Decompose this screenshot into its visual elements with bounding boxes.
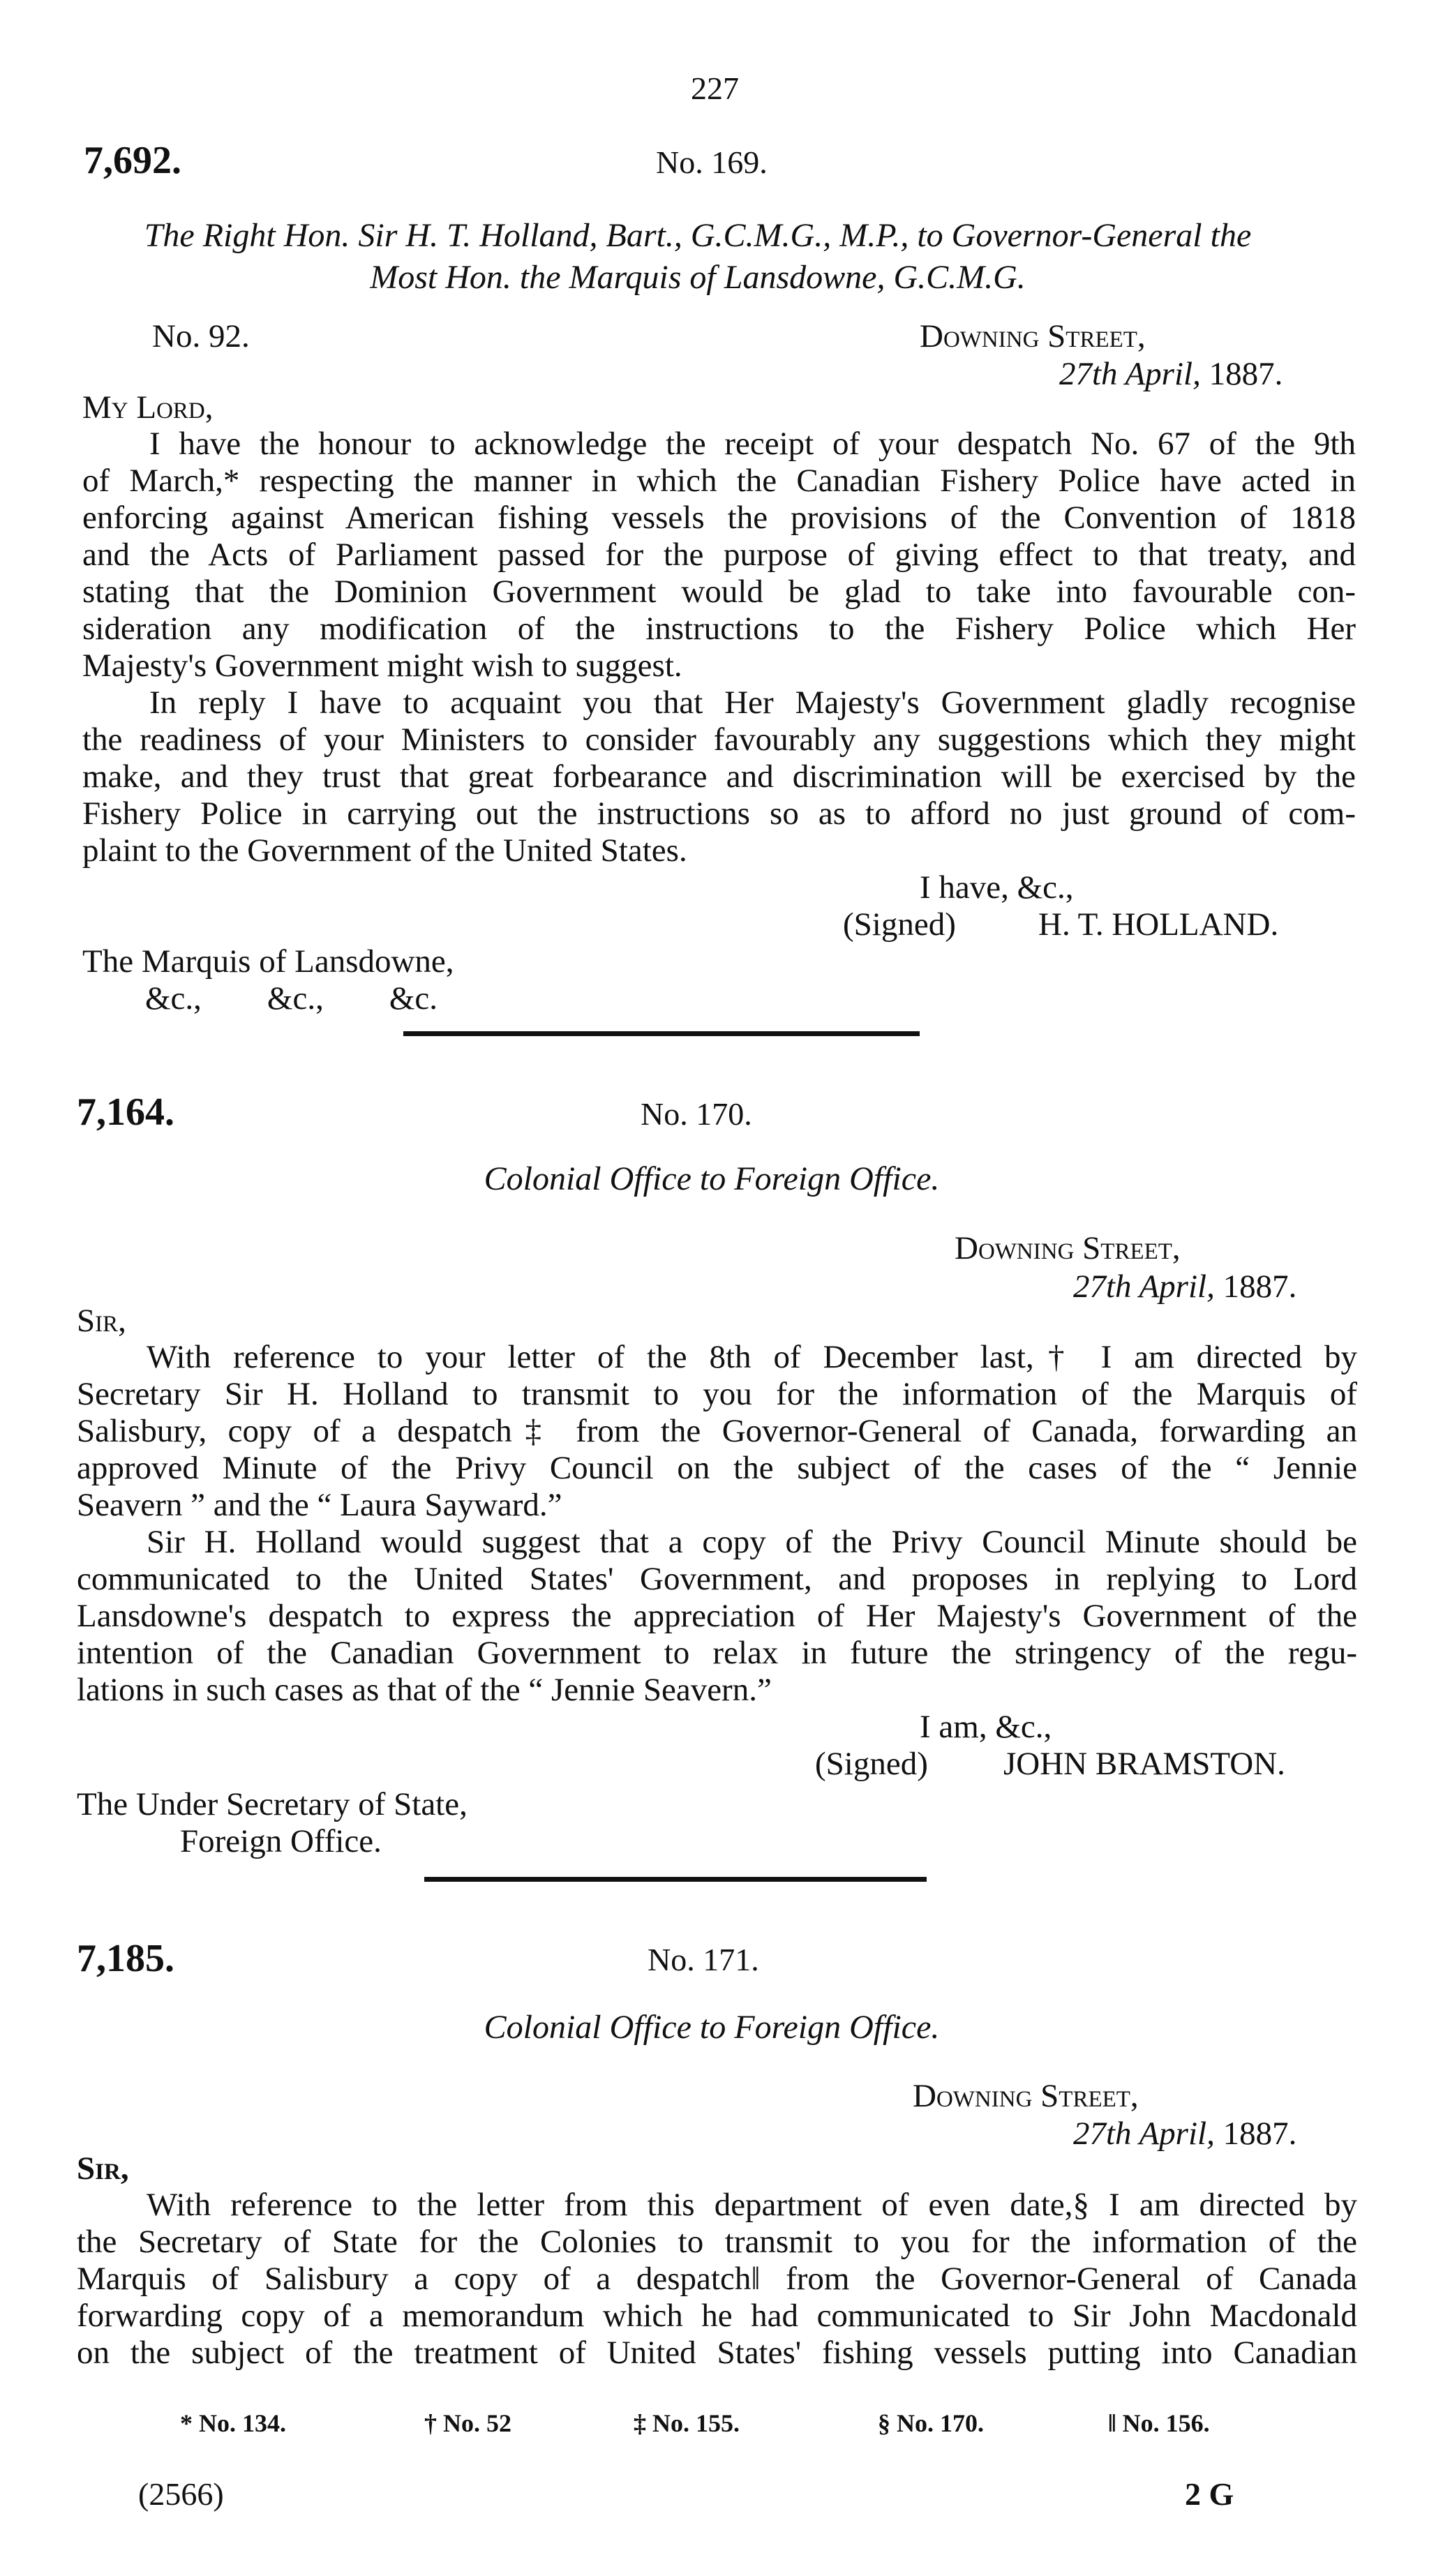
salutation: Sir, — [77, 1303, 126, 1339]
body-line: Seavern ” and the “ Laura Sayward.” — [77, 1487, 562, 1523]
dispatch-number: No. 92. — [152, 318, 250, 354]
body-line: With reference to the letter from this department of even date,§ I am directed by — [147, 2187, 1357, 2223]
body-line: the Secretary of State for the Colonies to transmit to you for the information of the — [77, 2224, 1357, 2260]
closing: I have, &c., — [920, 869, 1074, 906]
closing: I am, &c., — [920, 1709, 1052, 1745]
body-line: Sir H. Holland would suggest that a copy of the Privy Council Minute should be — [147, 1524, 1357, 1560]
print-code: (2566) — [138, 2476, 224, 2512]
footnote: * No. 134. — [180, 2409, 286, 2437]
date-day: 27th April, — [1073, 1268, 1215, 1305]
body-line: intention of the Canadian Government to relax in future the stringency of the regu- — [77, 1635, 1357, 1671]
body-line: on the subject of the treatment of United States' fishing vessels putting into Canadian — [77, 2335, 1357, 2371]
body-line: sideration any modification of the instructions to the Fishery Police which Her — [82, 611, 1356, 647]
body-line: and the Acts of Parliament passed for the purpose of giving effect to that treaty, and — [82, 537, 1356, 573]
body-line: of March,* respecting the manner in which the Canadian Fishery Police have acted in — [82, 463, 1356, 499]
date-line — [1059, 356, 1283, 393]
date-line — [1073, 1268, 1296, 1305]
body-line: With reference to your letter of the 8th of December last,† I am directed by — [147, 1339, 1357, 1375]
page-number: 227 — [691, 70, 739, 106]
reference-number: 7,164. — [77, 1091, 174, 1134]
body-line: Marquis of Salisbury a copy of a despatch‖ from the Governor-General of Canada — [77, 2261, 1357, 2297]
signature-mark: 2 G — [1185, 2476, 1234, 2512]
document-number: No. 169. — [656, 144, 768, 180]
signatory: H. T. HOLLAND. — [1038, 906, 1279, 943]
salutation: My Lord, — [82, 389, 214, 426]
reference-number: 7,692. — [84, 139, 181, 182]
body-line: Lansdowne's despatch to express the appreciation of Her Majesty's Government of the — [77, 1598, 1357, 1634]
document-number: No. 170. — [641, 1096, 752, 1132]
section-divider — [424, 1877, 927, 1882]
place-line: Downing Street, — [955, 1230, 1181, 1266]
body-line: approved Minute of the Privy Council on the subject of the cases of the “ Jennie — [77, 1450, 1357, 1486]
document-number: No. 171. — [648, 1942, 759, 1977]
addressee: The Marquis of Lansdowne, — [82, 943, 454, 980]
body-line: Fishery Police in carrying out the instructions so as to afford no just ground of com- — [82, 795, 1356, 832]
footnote: ‡ No. 155. — [634, 2409, 740, 2437]
signed-label: (Signed) — [815, 1746, 928, 1782]
body-line: I have the honour to acknowledge the receipt of your despatch No. 67 of the 9th — [149, 426, 1356, 462]
body-line: Majesty's Government might wish to suggest. — [82, 647, 682, 684]
footnote: ‖ No. 156. — [1108, 2409, 1210, 2437]
addressee: The Under Secretary of State, — [77, 1786, 468, 1822]
body-line: In reply I have to acquaint you that Her Majesty's Government gladly recognise — [149, 684, 1356, 721]
salutation: Sir, — [77, 2150, 129, 2187]
addressee: Foreign Office. — [180, 1823, 382, 1859]
reference-number: 7,185. — [77, 1937, 174, 1980]
date-line — [1073, 2116, 1296, 2152]
body-line: lations in such cases as that of the “ Jennie Seavern.” — [77, 1672, 772, 1708]
body-line: make, and they trust that great forbearance and discrimination will be exercised by the — [82, 758, 1356, 795]
date-day: 27th April, — [1073, 2116, 1215, 2152]
place-line: Downing Street, — [920, 318, 1146, 354]
body-line: stating that the Dominion Government would be glad to take into favourable con- — [82, 574, 1356, 610]
body-line: the readiness of your Ministers to consider favourably any suggestions which they might — [82, 721, 1356, 758]
body-line: Secretary Sir H. Holland to transmit to you for the information of the Marquis of — [77, 1376, 1357, 1412]
footnote: † No. 52 — [424, 2409, 511, 2437]
letter-heading-line: Most Hon. the Marquis of Lansdowne, G.C.M.G. — [370, 259, 1026, 296]
body-line: enforcing against American fishing vessels the provisions of the Convention of 1818 — [82, 500, 1356, 536]
section-divider — [403, 1031, 920, 1036]
letter-heading-line: The Right Hon. Sir H. T. Holland, Bart., G.C.M.G., M.P., to Governor-General the — [144, 217, 1252, 254]
letter-heading — [84, 215, 1312, 299]
date-year: 1887. — [1223, 1268, 1297, 1305]
body-line: forwarding copy of a memorandum which he had communicated to Sir John Macdonald — [77, 2298, 1357, 2334]
addressee: &c., &c., &c. — [145, 980, 438, 1017]
body-line: communicated to the United States' Government, and proposes in replying to Lord — [77, 1561, 1357, 1597]
date-year: 1887. — [1223, 2116, 1297, 2152]
date-day: 27th April, — [1059, 356, 1201, 392]
letter-heading: Colonial Office to Foreign Office. — [484, 1160, 940, 1197]
footnote: § No. 170. — [878, 2409, 984, 2437]
signed-label: (Signed) — [843, 906, 956, 943]
place-line: Downing Street, — [913, 2078, 1139, 2114]
body-line: Salisbury, copy of a despatch‡ from the Governor-General of Canada, forwarding an — [77, 1413, 1357, 1449]
date-year: 1887. — [1209, 356, 1283, 392]
letter-heading: Colonial Office to Foreign Office. — [484, 2009, 940, 2046]
signatory: JOHN BRAMSTON. — [1003, 1746, 1285, 1782]
body-line: plaint to the Government of the United States. — [82, 832, 687, 869]
